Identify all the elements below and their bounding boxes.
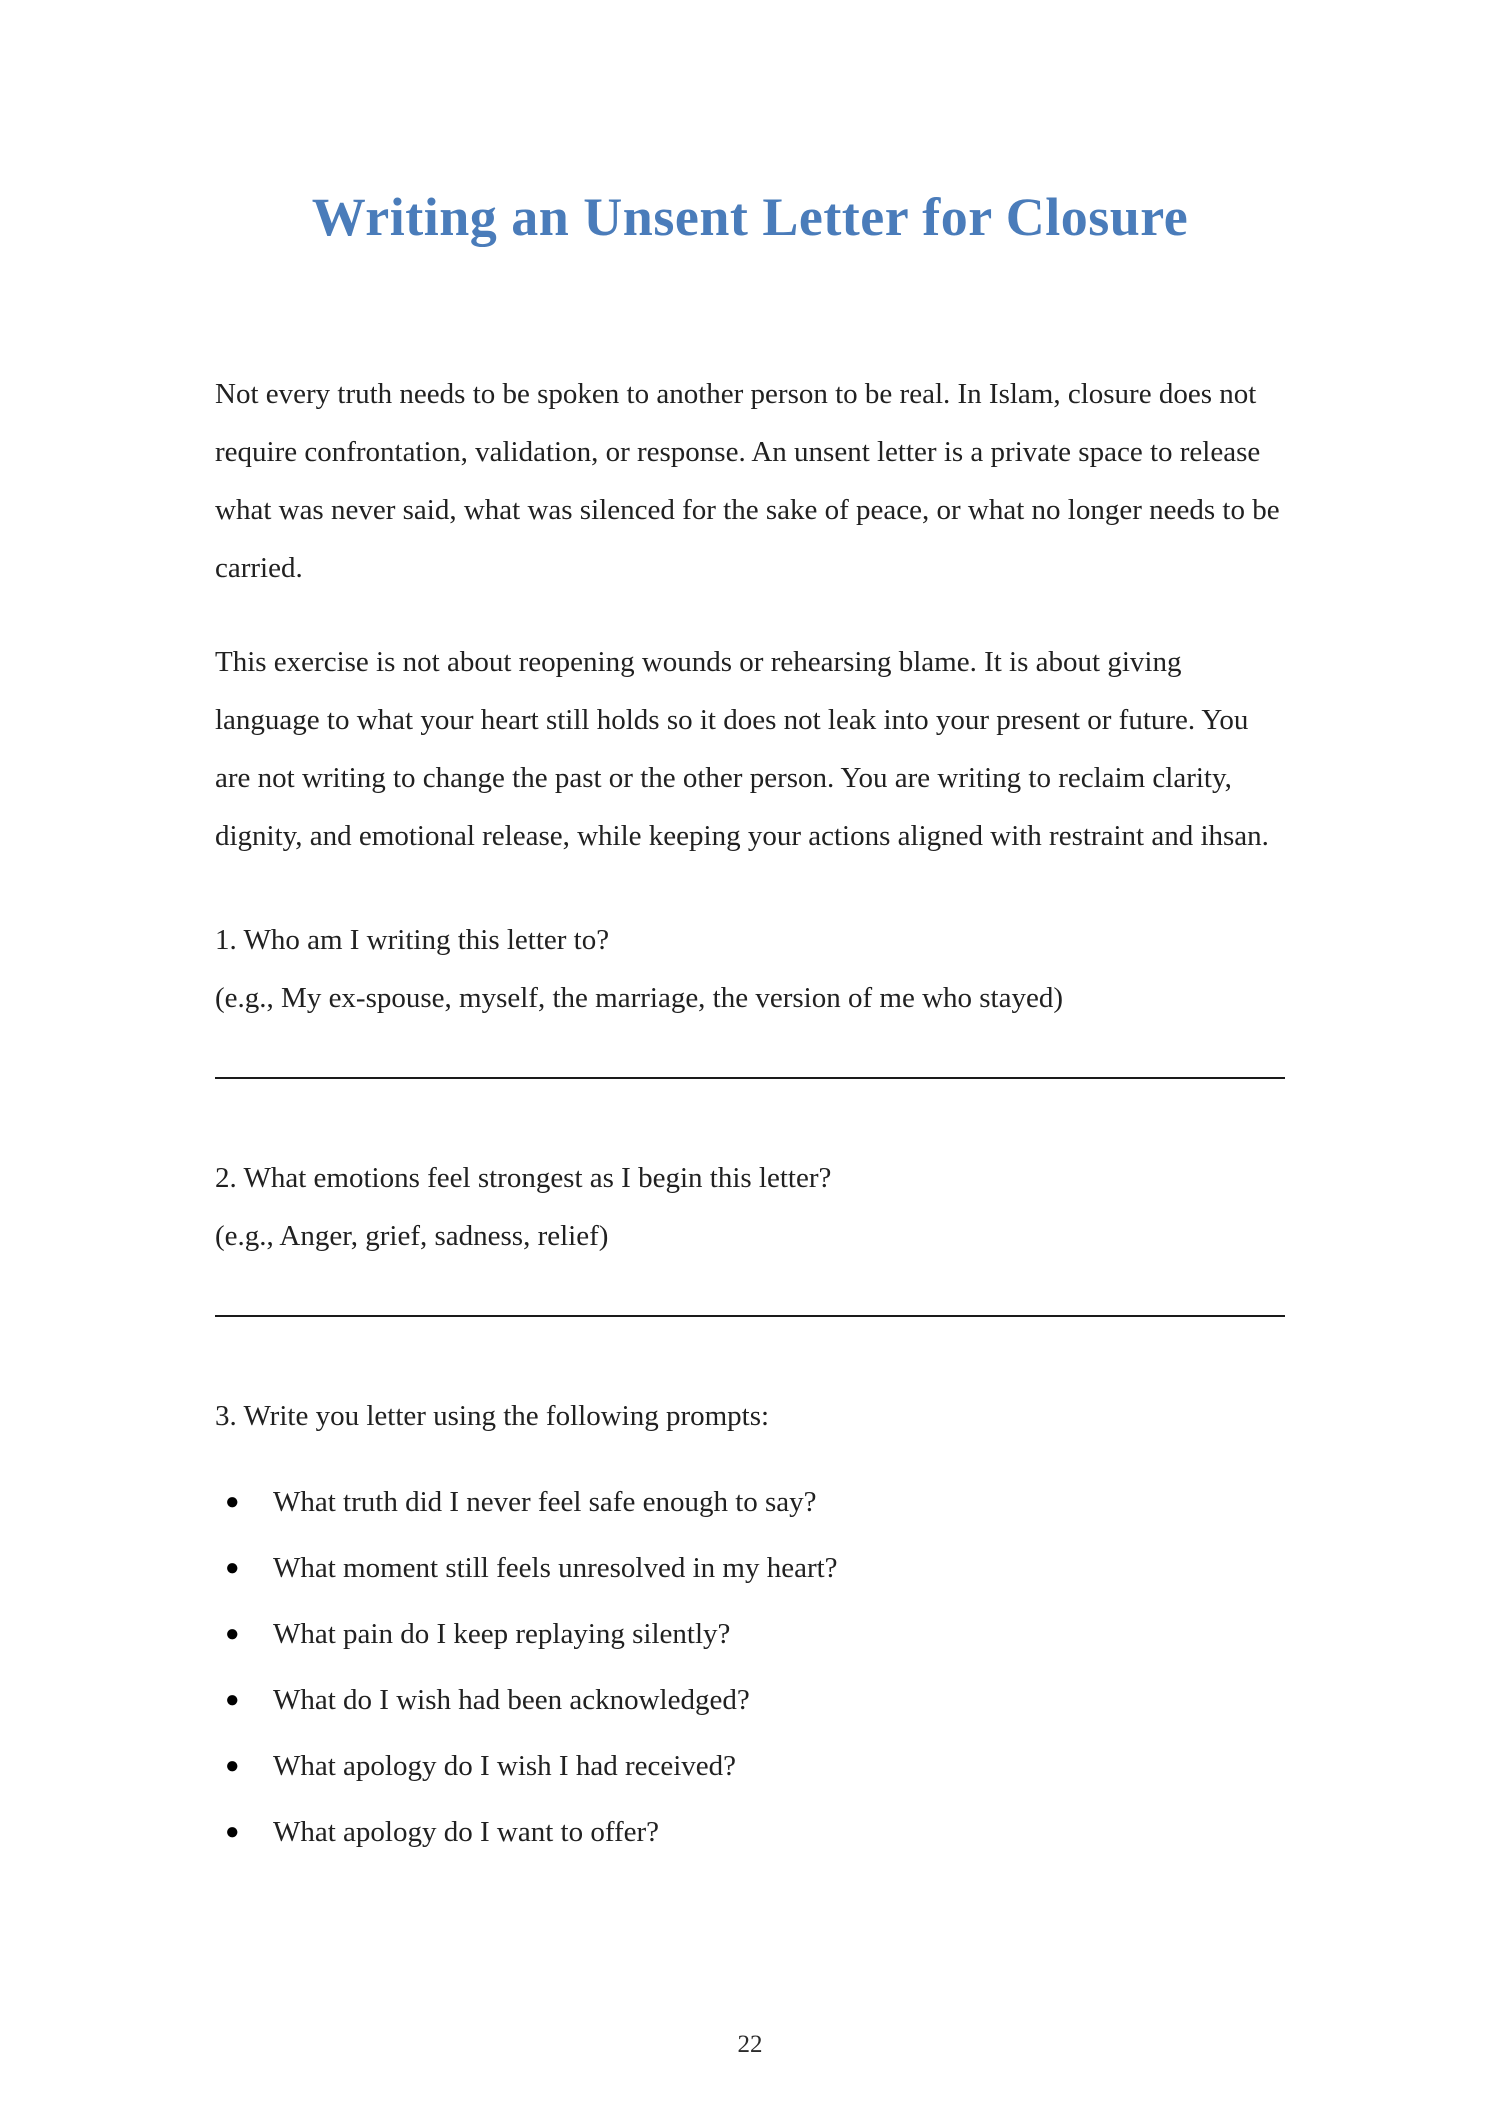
intro-paragraph: Not every truth needs to be spoken to another person to be real. In Islam, closure does not require confrontation, validation, or response. An unsent letter is a private space to release what was never said, what was silenced for the sake of peace, or what no longer needs to be carried. — [215, 377, 1280, 584]
question-2-answer-line — [215, 1315, 1285, 1317]
exercise-description-paragraph: This exercise is not about reopening wounds or rehearsing blame. It is about giving language to what your heart still holds so it does not leak into your present or future. You are not writing to change the past or the other person. You are writing to reclaim clarity, dignity, and emotional release, while keeping your actions aligned with restraint and ihsan. — [215, 645, 1269, 852]
question-1-prompt: 1. Who am I writing this letter to? — [215, 923, 610, 956]
bullet-icon: ● — [225, 1620, 240, 1647]
bullet-icon: ● — [225, 1752, 240, 1779]
question-3 — [215, 1387, 1285, 1445]
list-item — [215, 1737, 1285, 1795]
prompt-text: What apology do I want to offer? — [273, 1815, 660, 1848]
question-2-prompt: 2. What emotions feel strongest as I begin this letter? — [215, 1161, 832, 1194]
bullet-icon: ● — [225, 1554, 240, 1581]
page-number: 22 — [737, 2031, 763, 2058]
list-item — [215, 1803, 1285, 1861]
question-2 — [215, 1149, 1285, 1317]
question-2-hint: (e.g., Anger, grief, sadness, relief) — [215, 1219, 609, 1252]
prompt-text: What pain do I keep replaying silently? — [273, 1617, 731, 1650]
prompt-list — [215, 1473, 1285, 1861]
prompt-text: What do I wish had been acknowledged? — [273, 1683, 750, 1716]
bullet-icon: ● — [225, 1488, 240, 1515]
bullet-icon: ● — [225, 1686, 240, 1713]
prompt-text: What apology do I wish I had received? — [273, 1749, 737, 1782]
list-item — [215, 1473, 1285, 1531]
prompt-text: What truth did I never feel safe enough to say? — [273, 1485, 817, 1518]
list-item — [215, 1671, 1285, 1729]
page-title: Writing an Unsent Letter for Closure — [311, 187, 1189, 247]
prompt-text: What moment still feels unresolved in my heart? — [273, 1551, 838, 1584]
page-footer — [0, 2031, 1500, 2059]
question-1-answer-line — [215, 1077, 1285, 1079]
question-1-hint: (e.g., My ex-spouse, myself, the marriage, the version of me who stayed) — [215, 981, 1064, 1014]
question-3-prompt: 3. Write you letter using the following prompts: — [215, 1399, 770, 1432]
bullet-icon: ● — [225, 1818, 240, 1845]
question-1 — [215, 911, 1285, 1079]
list-item — [215, 1605, 1285, 1663]
list-item — [215, 1539, 1285, 1597]
